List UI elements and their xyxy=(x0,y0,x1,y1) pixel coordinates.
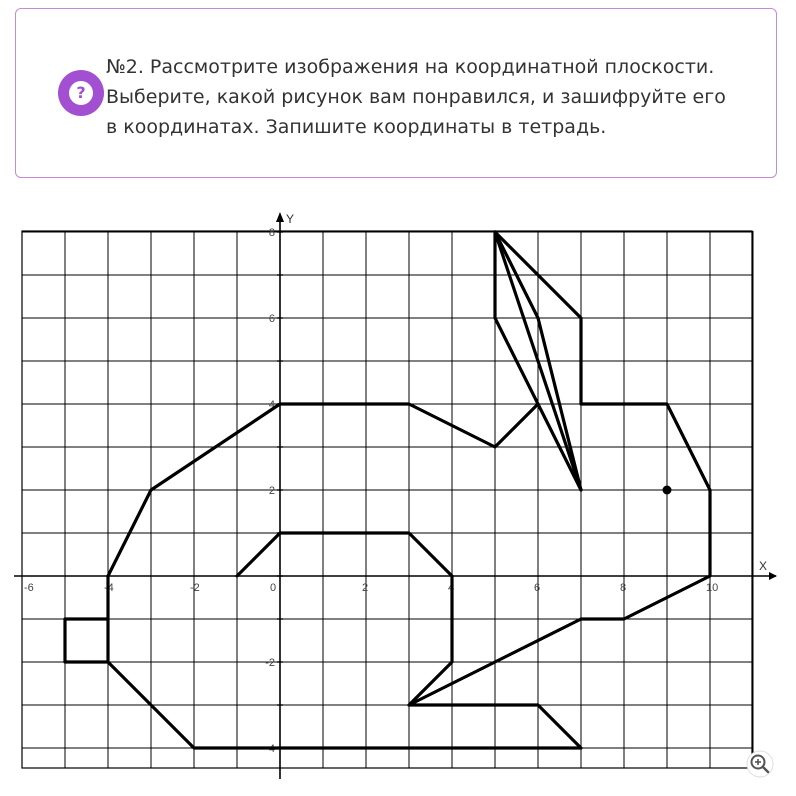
y-tick-label: 4 xyxy=(268,399,275,411)
axes xyxy=(14,207,777,782)
task-line-3: в координатах. Запишите координаты в тетрадь. xyxy=(106,116,607,138)
x-tick-label: -2 xyxy=(190,582,200,594)
task-line-2: Выберите, какой рисунок вам понравился, и зашифруйте его xyxy=(106,86,726,108)
y-tick-label: 6 xyxy=(268,313,275,325)
y-axis-label: Y xyxy=(286,212,295,226)
y-tick-label: 2 xyxy=(268,485,275,497)
x-tick-label: 4 xyxy=(448,582,455,594)
y-axis-arrow xyxy=(276,212,284,222)
x-tick-label: 10 xyxy=(706,582,719,594)
question-icon: ? xyxy=(69,81,93,105)
x-tick-label: -6 xyxy=(24,582,34,594)
tick-labels xyxy=(24,212,767,755)
zoom-in-icon[interactable] xyxy=(746,750,774,778)
question-badge xyxy=(58,70,104,116)
x-axis-label: X xyxy=(759,559,768,573)
task-text xyxy=(106,52,746,142)
x-tick-label: 0 xyxy=(270,582,277,594)
x-tick-label: 6 xyxy=(534,582,541,594)
coordinate-plane xyxy=(14,207,780,782)
y-tick-label: 8 xyxy=(268,227,275,239)
x-tick-label: 8 xyxy=(620,582,627,594)
task-line-1: №2. Рассмотрите изображения на координатной плоскости. xyxy=(106,56,715,78)
x-tick-label: 2 xyxy=(362,582,369,594)
coordinate-plane-figure xyxy=(14,207,780,782)
point-eye xyxy=(663,486,672,495)
x-tick-label: -4 xyxy=(104,582,114,594)
segment-tail xyxy=(65,619,108,662)
x-axis-arrow xyxy=(769,572,777,580)
y-tick-label: -4 xyxy=(265,743,275,755)
y-tick-label: -2 xyxy=(265,657,275,669)
